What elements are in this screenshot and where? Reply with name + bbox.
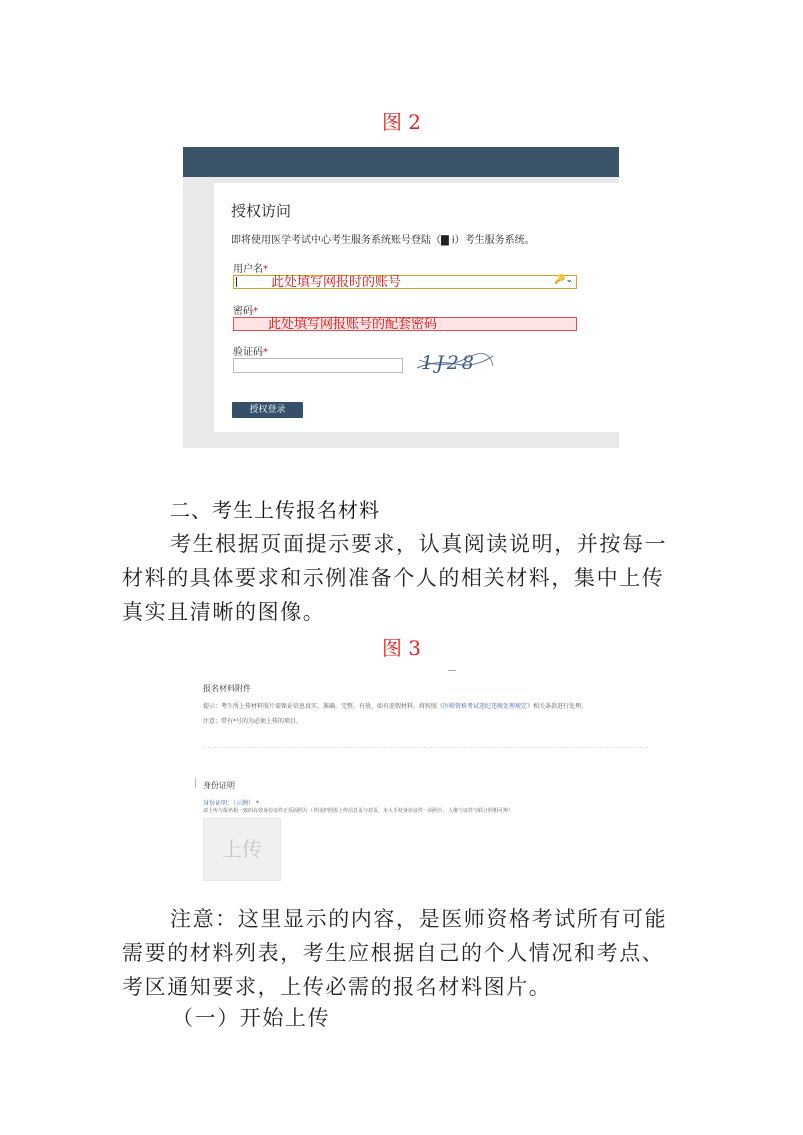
password-hint: 此处填写网报账号的配套密码 [268,317,438,332]
section-heading: 二、考生上传报名材料 [170,498,380,522]
subheading: （一）开始上传 [172,1006,331,1030]
id-proof-instruction: 请上传与报名相一致的有效身份证件正反面照片（外国护照需上传信息页与封页，本人手持身份证件一面照片，人像与证件与联合照相可辨） [203,808,514,814]
panel-description: 即将使用医学考试中心考生服务系统账号登陆（▇ ⅰ）考生服务系统。 [231,235,535,246]
authorization-panel [214,183,619,432]
id-proof-label[interactable]: 身份证明：（示例） * [203,800,259,807]
regulation-link[interactable]: 《医师资格考试违纪违规处理规定》 [437,703,534,710]
captcha-text: 1J28 [421,352,477,374]
username-hint: 此处填写网报时的账号 [271,275,402,290]
panel-title: 授权访问 [231,202,292,220]
section-marker [195,778,196,788]
scroll-marker [448,670,456,671]
username-input[interactable] [233,275,577,289]
figure-3-materials-screenshot [190,668,650,886]
captcha-image[interactable] [415,348,495,374]
materials-note: 注意：带有*号的为必须上传的项目。 [203,718,303,725]
figure-2-login-screenshot [183,147,619,448]
username-label: 用户名* [233,264,268,275]
materials-tip: 提示：考生所上传材料照片需保证信息真实、准确、完整、有效，如有虚假材料，将按照《医师资格考试违纪违规处理规定》相关条款进行处理。 [203,703,588,710]
text-caret [236,277,237,287]
top-navigation-bar [183,147,619,177]
id-section-title: 身份证明 [203,781,235,790]
authorize-login-button[interactable]: 授权登录 [232,402,303,418]
password-label: 密码* [233,306,258,317]
materials-title: 报名材料附件 [203,684,251,693]
captcha-label: 验证码* [233,347,268,358]
password-input[interactable] [233,317,577,331]
captcha-input[interactable] [233,358,403,373]
key-dropdown-icon[interactable]: 🔑⌄ [554,275,573,285]
figure-2-caption: 图 2 [381,110,422,134]
paragraph-2: 注意：这里显示的内容，是医师资格考试所有可能需要的材料列表，考生应根据自己的个人情况和考点、考区通知要求，上传必需的报名材料图片。 [122,907,668,999]
divider [203,747,648,748]
upload-button[interactable]: 上传 [203,818,281,881]
figure-3-caption: 图 3 [381,636,422,660]
paragraph-1: 考生根据页面提示要求，认真阅读说明，并按每一材料的具体要求和示例准备个人的相关材料，集中上传真实且清晰的图像。 [122,532,668,624]
